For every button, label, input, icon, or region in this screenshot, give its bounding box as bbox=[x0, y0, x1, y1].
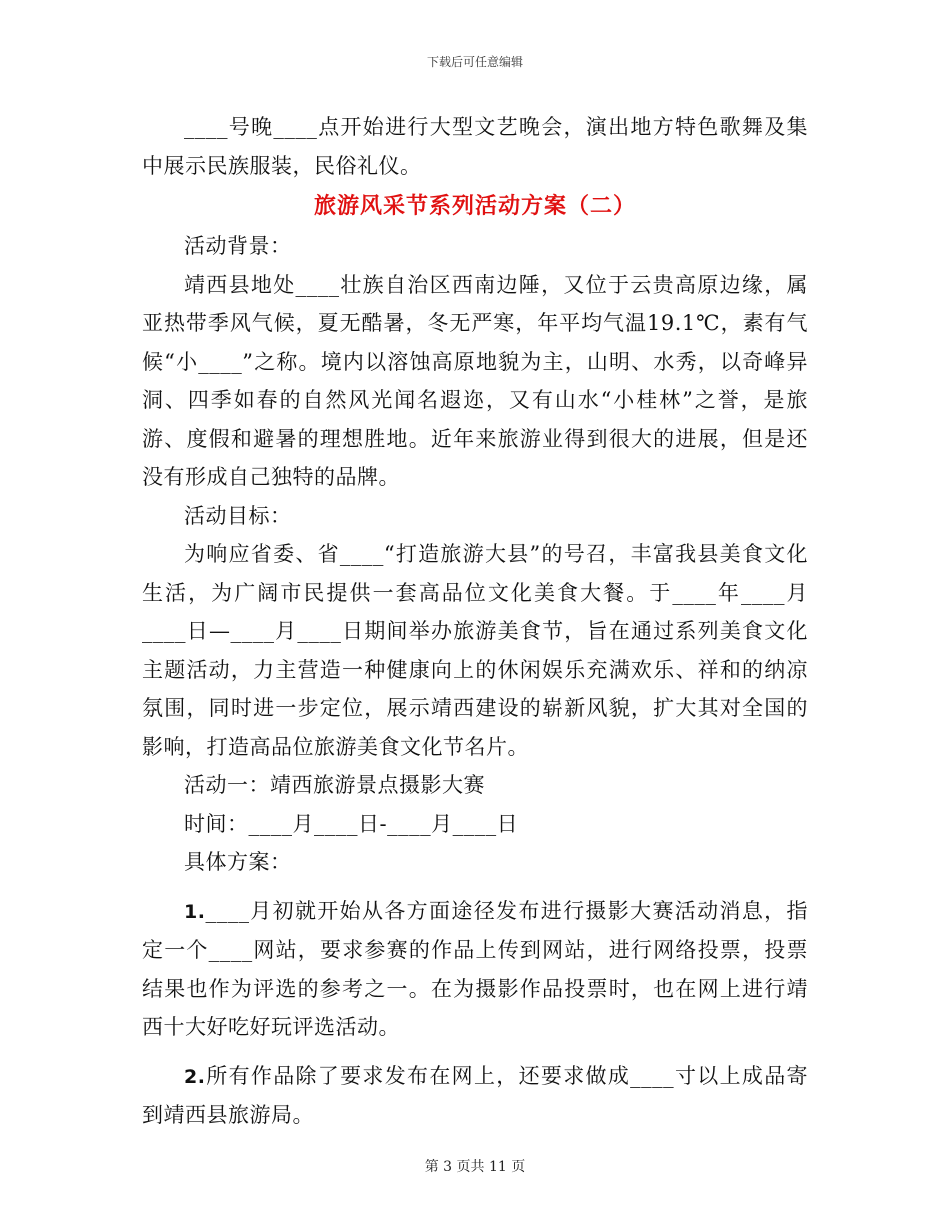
activity-one-label: 活动一：靖西旅游景点摄影大赛 bbox=[184, 773, 485, 797]
item-number: 1. bbox=[184, 900, 206, 923]
background-label: 活动背景： bbox=[184, 234, 292, 258]
section-title: 旅游风采节系列活动方案（二） bbox=[313, 193, 636, 219]
plan-label: 具体方案： bbox=[184, 850, 292, 874]
item-text: ____月初就开始从各方面途径发布进行摄影大赛活动消息，指定一个____网站，要求参赛的作品上传到网站，进行网络投票，投票结果也作为评选的参考之一。在为摄影作品投票时，也在网上进行靖西十大好吃好玩评选活动。 bbox=[142, 898, 808, 1039]
plan-item-2 bbox=[142, 1057, 808, 1135]
paragraph: ____号晚____点开始进行大型文艺晚会，演出地方特色歌舞及集中展示民族服装，民俗礼仪。 bbox=[142, 115, 808, 178]
page-header: 下载后可任意编辑 bbox=[426, 55, 523, 69]
plan-item-1 bbox=[142, 892, 808, 1047]
page-footer: 第 3 页共 11 页 bbox=[424, 1159, 526, 1175]
time-line: 时间：____月____日-____月____日 bbox=[184, 811, 519, 836]
goal-label: 活动目标： bbox=[184, 503, 292, 528]
background-paragraph: 靖西县地处____壮族自治区西南边陲，又位于云贵高原边缘，属亚热带季风气候，夏无酷暑，冬无严寒，年平均气温19.1℃，素有气候“小____”之称。境内以溶蚀高原地貌为主，山明、水秀，以奇峰异洞、四季如春的自然风光闻名遐迩，又有山水“小桂林”之誉，是旅游、度假和避暑的理想胜地。近年来旅游业得到很大的进展，但是还没有形成自己独特的品牌。 bbox=[142, 272, 808, 489]
goal-paragraph: 为响应省委、省____“打造旅游大县”的号召，丰富我县美食文化生活，为广阔市民提供一套高品位文化美食大餐。于____年____月____日—____月____日期间举办旅游美食节，旨在通过系列美食文化主题活动，力主营造一种健康向上的休闲娱乐充满欢乐、祥和的纳凉氛围，同时进一步定位，展示靖西建设的崭新风貌，扩大其对全国的影响，打造高品位旅游美食文化节名片。 bbox=[142, 542, 808, 759]
item-text: 所有作品除了要求发布在网上，还要求做成____寸以上成品寄到靖西县旅游局。 bbox=[142, 1063, 808, 1127]
item-number: 2. bbox=[184, 1065, 206, 1088]
document-body bbox=[142, 108, 808, 1135]
